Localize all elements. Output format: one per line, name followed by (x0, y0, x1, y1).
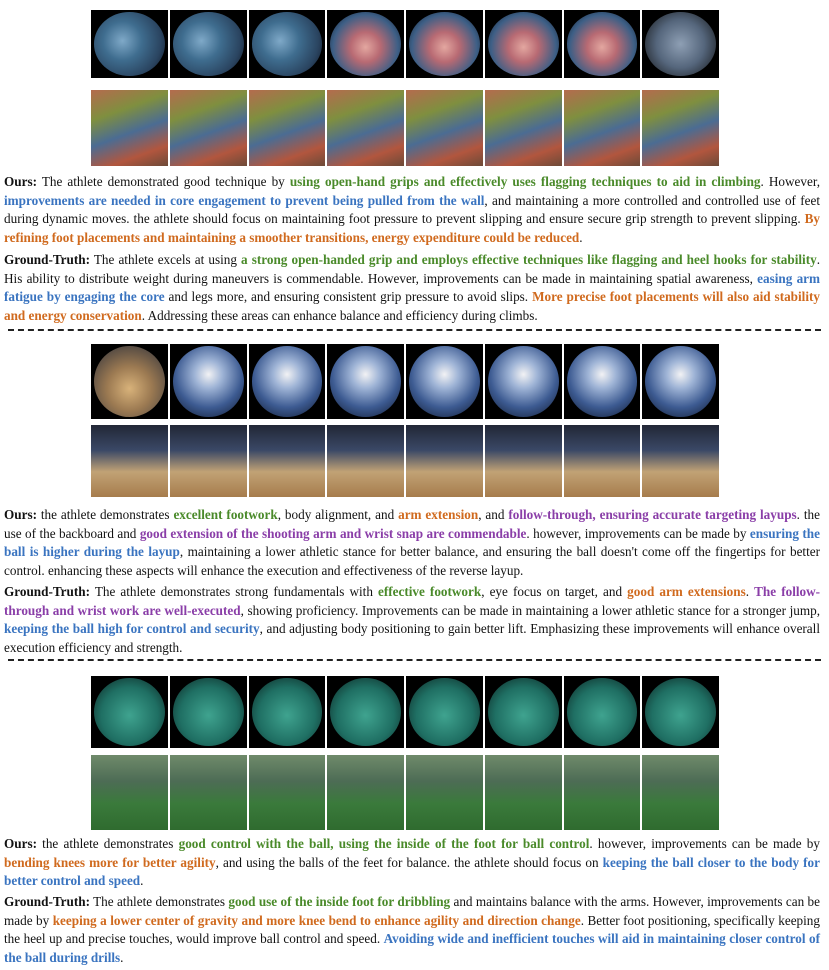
video-frame (406, 90, 483, 166)
highlighted-phrase: effective footwork (378, 584, 482, 599)
video-frame (327, 676, 404, 748)
caption-text: . Addressing these areas can enhance balance and efficiency during climbs. (141, 308, 538, 324)
video-frame (642, 425, 719, 497)
video-frame (406, 676, 483, 748)
highlighted-phrase: bending knees more for better agility (4, 854, 216, 870)
highlighted-phrase: ensuring the ball is higher during the layup (4, 525, 820, 560)
caption-text: the athlete demonstrates (36, 836, 179, 851)
ground-truth-caption (4, 583, 820, 658)
highlighted-phrase: keeping the ball closer to the body for better control and speed (4, 854, 820, 889)
video-frame (406, 425, 483, 497)
video-frame (564, 344, 641, 419)
highlighted-phrase: using open-hand grips and effectively uses flagging techniques to aid in climbing (289, 174, 761, 189)
video-frame (327, 10, 404, 78)
highlighted-phrase: good extension of the shooting arm and wrist snap are commendable (139, 525, 527, 541)
caption-text: The athlete demonstrated good technique by (36, 174, 290, 189)
video-frame (642, 344, 719, 419)
caption-text: , and (478, 507, 509, 522)
climbing-egocentric-frames (91, 10, 719, 78)
highlighted-phrase: arm extension (398, 507, 479, 522)
caption-label: Ground-Truth: (4, 252, 90, 267)
video-frame (170, 90, 247, 166)
climbing-exocentric-frames (91, 90, 719, 166)
video-frame (564, 755, 641, 830)
caption-text: . Better foot positioning, specifically keeping the heel up and precise touches, would improve ball control and speed. (4, 912, 820, 947)
video-frame (564, 10, 641, 78)
caption-text: . (120, 950, 124, 966)
video-frame (327, 425, 404, 497)
basketball-exocentric-frames (91, 425, 719, 497)
video-frame (327, 344, 404, 419)
caption-text: . However, (760, 174, 820, 189)
video-frame (406, 344, 483, 419)
video-frame (249, 425, 326, 497)
caption-text: . (745, 584, 755, 599)
video-frame (564, 425, 641, 497)
caption-text: , showing proficiency. Improvements can be made in maintaining a lower athletic stance for a stronger jump, (240, 602, 820, 618)
video-frame (406, 755, 483, 830)
highlighted-phrase: keeping the ball high for control and security (4, 621, 260, 637)
video-frame (170, 344, 247, 419)
highlighted-phrase: excellent footwork (173, 507, 278, 522)
caption-text: and legs more, and ensuring consistent grip pressure to avoid slips. (164, 289, 533, 305)
video-frame (249, 344, 326, 419)
video-frame (170, 676, 247, 748)
caption-text: . however, improvements can be made by (589, 836, 820, 851)
highlighted-phrase: keeping a lower center of gravity and more knee bend to enhance agility and direction change (52, 912, 581, 928)
ours-caption (4, 835, 820, 891)
video-frame (564, 676, 641, 748)
soccer-egocentric-frames (91, 676, 719, 748)
video-frame (91, 10, 168, 78)
video-frame (91, 344, 168, 419)
highlighted-phrase: good arm extensions (627, 584, 746, 599)
caption-label: Ours: (4, 507, 37, 522)
highlighted-phrase: good control with the ball, using the inside of the foot for ball control (178, 836, 590, 851)
video-frame (327, 90, 404, 166)
video-frame (642, 676, 719, 748)
caption-label: Ground-Truth: (4, 894, 90, 909)
video-frame (642, 90, 719, 166)
caption-text: and maintains balance with the arms. However, improvements can be made by (4, 894, 820, 928)
highlighted-phrase: good use of the inside foot for dribbling (228, 894, 451, 909)
caption-text: , and maintaining a more controlled and controlled use of feet during dynamic moves. the athlete should focus on maintaining foot pressure to prevent slipping and ensure secure grip strength to prevent slipping. (4, 192, 820, 227)
caption-text: . His ability to distribute weight during maneuvers is commendable. However, improvements can be made in maintaining spatial awareness, (4, 252, 820, 286)
caption-text: , body alignment, and (277, 507, 399, 522)
caption-text: , and using the balls of the feet for balance. the athlete should focus on (215, 854, 603, 870)
caption-text: The athlete excels at using (89, 252, 242, 267)
highlighted-phrase: More precise foot placements will also aid stability and energy conservation (4, 289, 820, 324)
video-frame (485, 676, 562, 748)
ours-caption (4, 506, 820, 581)
caption-text: . (579, 230, 583, 246)
basketball-egocentric-frames (91, 344, 719, 419)
video-frame (249, 755, 326, 830)
video-frame (170, 10, 247, 78)
highlighted-phrase: a strong open-handed grip and employs effective techniques like flagging and heel hooks for stability (241, 252, 817, 267)
video-frame (485, 344, 562, 419)
highlighted-phrase: By refining foot placements and maintaining a smoother transitions, energy expenditure could be reduced (4, 211, 820, 246)
video-frame (406, 10, 483, 78)
section-divider (8, 659, 821, 661)
caption-label: Ours: (4, 174, 37, 189)
soccer-exocentric-frames (91, 755, 719, 830)
caption-text: . the use of the backboard and (4, 507, 820, 541)
ground-truth-caption (4, 251, 820, 326)
video-frame (485, 755, 562, 830)
caption-text: The athlete demonstrates (89, 894, 229, 909)
highlighted-phrase: easing arm fatigue by engaging the core (4, 270, 820, 305)
ours-caption (4, 173, 820, 248)
caption-text: . however, improvements can be made by (526, 525, 750, 541)
video-frame (249, 90, 326, 166)
caption-text: , maintaining a lower athletic stance for better balance, and ensuring the ball doesn't come off the fingertips for better control. enhancing these aspects will enhance the execution and effectiveness of the reverse layup. (4, 544, 820, 579)
caption-label: Ours: (4, 836, 37, 851)
caption-text: the athlete demonstrates (36, 507, 174, 522)
video-frame (170, 755, 247, 830)
highlighted-phrase: follow-through, ensuring accurate targeting layups (508, 507, 797, 522)
highlighted-phrase: improvements are needed in core engagement to prevent being pulled from the wall (4, 192, 485, 208)
video-frame (485, 90, 562, 166)
video-frame (170, 425, 247, 497)
caption-text: , eye focus on target, and (481, 584, 628, 599)
video-frame (91, 425, 168, 497)
video-frame (564, 90, 641, 166)
video-frame (91, 755, 168, 830)
video-frame (91, 676, 168, 748)
caption-text: The athlete demonstrates strong fundamentals with (89, 584, 378, 599)
section-divider (8, 329, 821, 331)
video-frame (91, 90, 168, 166)
caption-text: . (140, 873, 144, 889)
ground-truth-caption (4, 893, 820, 968)
caption-label: Ground-Truth: (4, 584, 90, 599)
highlighted-phrase: Avoiding wide and inefficient touches will aid in maintaining closer control of the ball during drills (4, 931, 820, 966)
video-frame (642, 10, 719, 78)
video-frame (327, 755, 404, 830)
video-frame (485, 10, 562, 78)
video-frame (485, 425, 562, 497)
video-frame (642, 755, 719, 830)
highlighted-phrase: The follow-through and wrist work are well-executed (4, 584, 821, 618)
caption-text: , and adjusting body positioning to gain better lift. Emphasizing these improvements will enhance overall execution efficiency and strength. (4, 621, 820, 656)
video-frame (249, 10, 326, 78)
video-frame (249, 676, 326, 748)
